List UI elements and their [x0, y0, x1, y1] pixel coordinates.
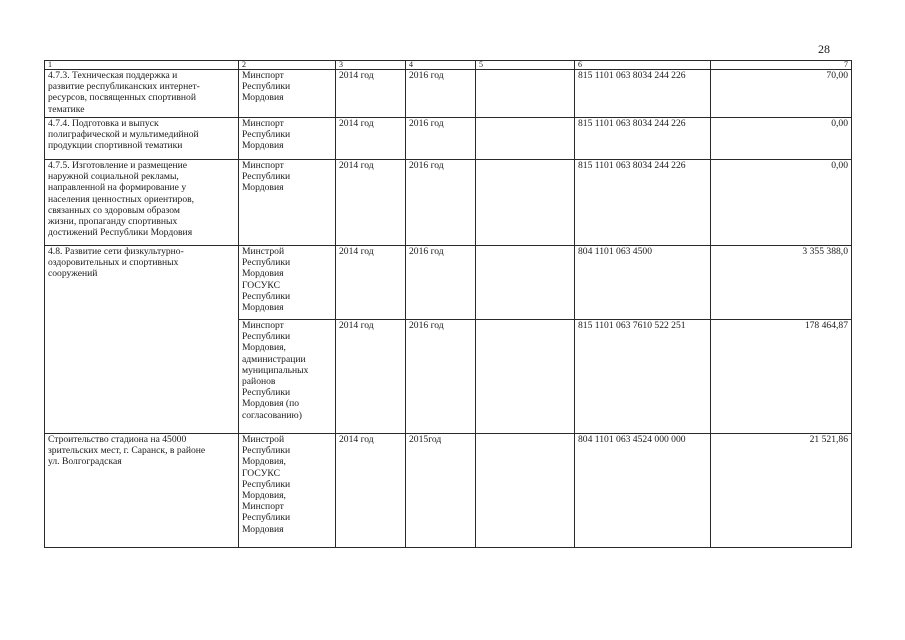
header-col-5: 5 — [476, 61, 575, 70]
amount: 0,00 — [711, 118, 852, 160]
end-year: 2016 год — [406, 160, 476, 246]
table-row — [45, 434, 852, 548]
amount: 70,00 — [711, 70, 852, 118]
header-col-3: 3 — [336, 61, 406, 70]
measure-name: Строительство стадиона на 45000 зрительских мест, г. Саранск, в районе ул. Волгоградская — [45, 434, 239, 548]
amount: 3 355 388,0 — [711, 246, 852, 320]
end-year: 2016 год — [406, 118, 476, 160]
measure-name: 4.7.5. Изготовление и размещение наружной социальной рекламы, направленной на формирование у населения ценностных ориентиров, связанных со здоровым образом жизни, пропаганду спортивных достижений Республики Мордовия — [45, 160, 239, 246]
start-year: 2014 год — [336, 70, 406, 118]
executor: Минспорт Республики Мордовия — [239, 70, 336, 118]
executor: Минстрой Республики Мордовия ГОСУКС Республики Мордовия — [239, 246, 336, 320]
amount: 178 464,87 — [711, 320, 852, 434]
header-col-4: 4 — [406, 61, 476, 70]
executor: Минспорт Республики Мордовия, администрации муниципальных районов Республики Мордовия (по согласованию) — [239, 320, 336, 434]
header-col-1: 1 — [45, 61, 239, 70]
budget-code: 804 1101 063 4500 — [575, 246, 711, 320]
start-year: 2014 год — [336, 118, 406, 160]
header-col-2: 2 — [239, 61, 336, 70]
end-year: 2016 год — [406, 70, 476, 118]
budget-code: 815 1101 063 8034 244 226 — [575, 160, 711, 246]
end-year: 2016 год — [406, 246, 476, 320]
col5-cell — [476, 160, 575, 246]
header-col-6: 6 — [575, 61, 711, 70]
end-year: 2015год — [406, 434, 476, 548]
header-col-7: 7 — [711, 61, 852, 70]
measure-name: 4.7.3. Техническая поддержка и развитие республиканских интернет- ресурсов, посвященных спортивной тематике — [45, 70, 239, 118]
budget-code: 815 1101 063 8034 244 226 — [575, 70, 711, 118]
start-year: 2014 год — [336, 160, 406, 246]
page-number: 28 — [818, 42, 830, 56]
table-row — [45, 160, 852, 246]
executor: Минспорт Республики Мордовия — [239, 160, 336, 246]
amount: 21 521,86 — [711, 434, 852, 548]
budget-code: 815 1101 063 8034 244 226 — [575, 118, 711, 160]
table-row — [45, 246, 852, 320]
table-row — [45, 70, 852, 118]
measure-name: 4.7.4. Подготовка и выпуск полиграфической и мультимедийной продукции спортивной тематики — [45, 118, 239, 160]
start-year: 2014 год — [336, 246, 406, 320]
col5-cell — [476, 320, 575, 434]
col5-cell — [476, 246, 575, 320]
col5-cell — [476, 70, 575, 118]
start-year: 2014 год — [336, 434, 406, 548]
budget-code: 815 1101 063 7610 522 251 — [575, 320, 711, 434]
budget-code: 804 1101 063 4524 000 000 — [575, 434, 711, 548]
end-year: 2016 год — [406, 320, 476, 434]
program-table — [44, 60, 852, 548]
header-row — [45, 61, 852, 70]
col5-cell — [476, 434, 575, 548]
amount: 0,00 — [711, 160, 852, 246]
measure-name: 4.8. Развитие сети физкультурно- оздоровительных и спортивных сооружений — [45, 246, 239, 434]
executor: Минстрой Республики Мордовия, ГОСУКС Республики Мордовия, Минспорт Республики Мордовия — [239, 434, 336, 548]
start-year: 2014 год — [336, 320, 406, 434]
executor: Минспорт Республики Мордовия — [239, 118, 336, 160]
table-row — [45, 118, 852, 160]
col5-cell — [476, 118, 575, 160]
